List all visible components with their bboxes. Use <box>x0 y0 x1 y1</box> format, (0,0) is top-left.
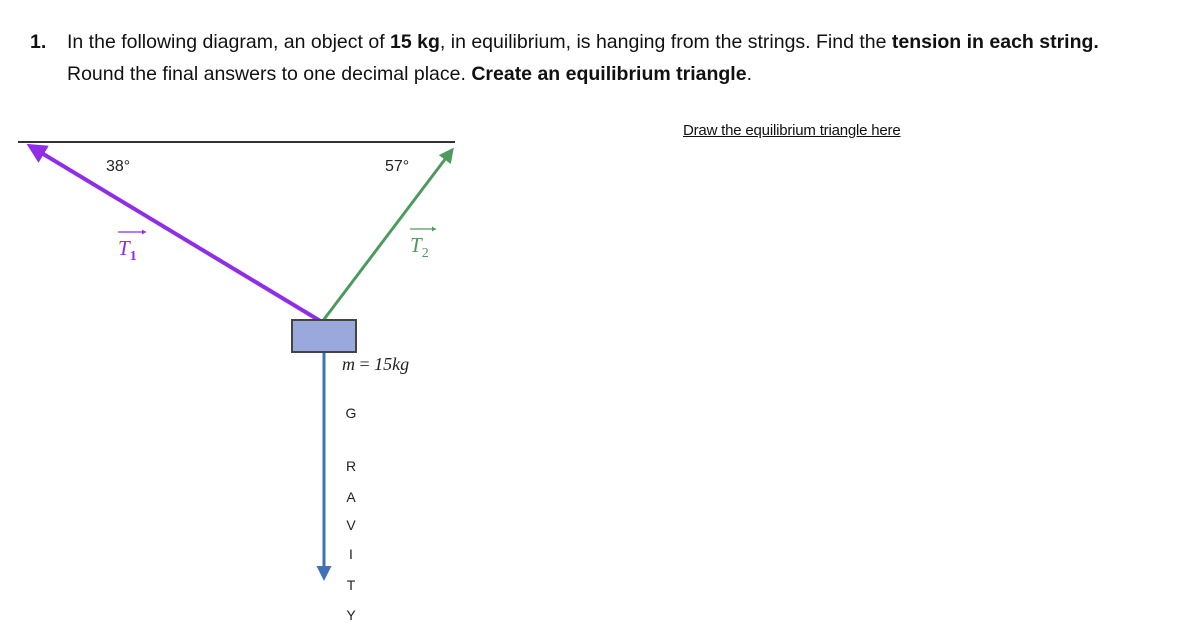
mass-equals: = <box>355 354 375 374</box>
vector-arrow-t2-icon <box>432 227 436 232</box>
instruction-label: Draw the equilibrium triangle here <box>683 122 901 139</box>
question-text: Round the final answers to one decimal place. <box>67 63 472 85</box>
t2-subscript: 2 <box>421 246 429 261</box>
question-bold-text: 15 kg <box>390 31 440 53</box>
t2-letter: T <box>410 233 422 257</box>
gravity-letter: I <box>349 546 353 562</box>
tension-t2-label <box>410 227 436 262</box>
question-text: In the following diagram, an object of <box>67 31 391 53</box>
gravity-letter: Y <box>346 607 356 623</box>
svg-text:T1 <box>118 236 137 264</box>
question-text: , in equilibrium, is hanging from the strings. Find the <box>439 31 892 53</box>
gravity-label <box>346 405 357 623</box>
question-number: 1. <box>30 31 47 53</box>
mass-value: 15kg <box>374 354 410 374</box>
tension-t1-label <box>118 230 146 265</box>
mass-block <box>292 320 356 352</box>
question-text: . <box>746 63 752 85</box>
gravity-letter: T <box>346 577 356 593</box>
svg-text:T2 <box>410 233 429 261</box>
mass-label <box>342 354 409 374</box>
t1-subscript: 1 <box>129 249 137 264</box>
angle-label-right: 57° <box>385 158 410 175</box>
t1-letter: T <box>118 236 130 260</box>
gravity-letter: V <box>346 517 356 533</box>
gravity-letter: R <box>345 458 357 474</box>
gravity-letter: G <box>345 405 357 421</box>
angle-label-left: 38° <box>106 158 131 175</box>
mass-symbol: m <box>342 354 355 374</box>
question-bold-text: tension in each string. <box>891 31 1099 53</box>
vector-arrow-t1-icon <box>142 230 146 235</box>
gravity-letter: A <box>346 489 356 505</box>
string-t1-arrow <box>30 146 322 322</box>
string-t2-arrow <box>322 150 452 322</box>
question-bold-text: Create an equilibrium triangle <box>471 63 747 85</box>
